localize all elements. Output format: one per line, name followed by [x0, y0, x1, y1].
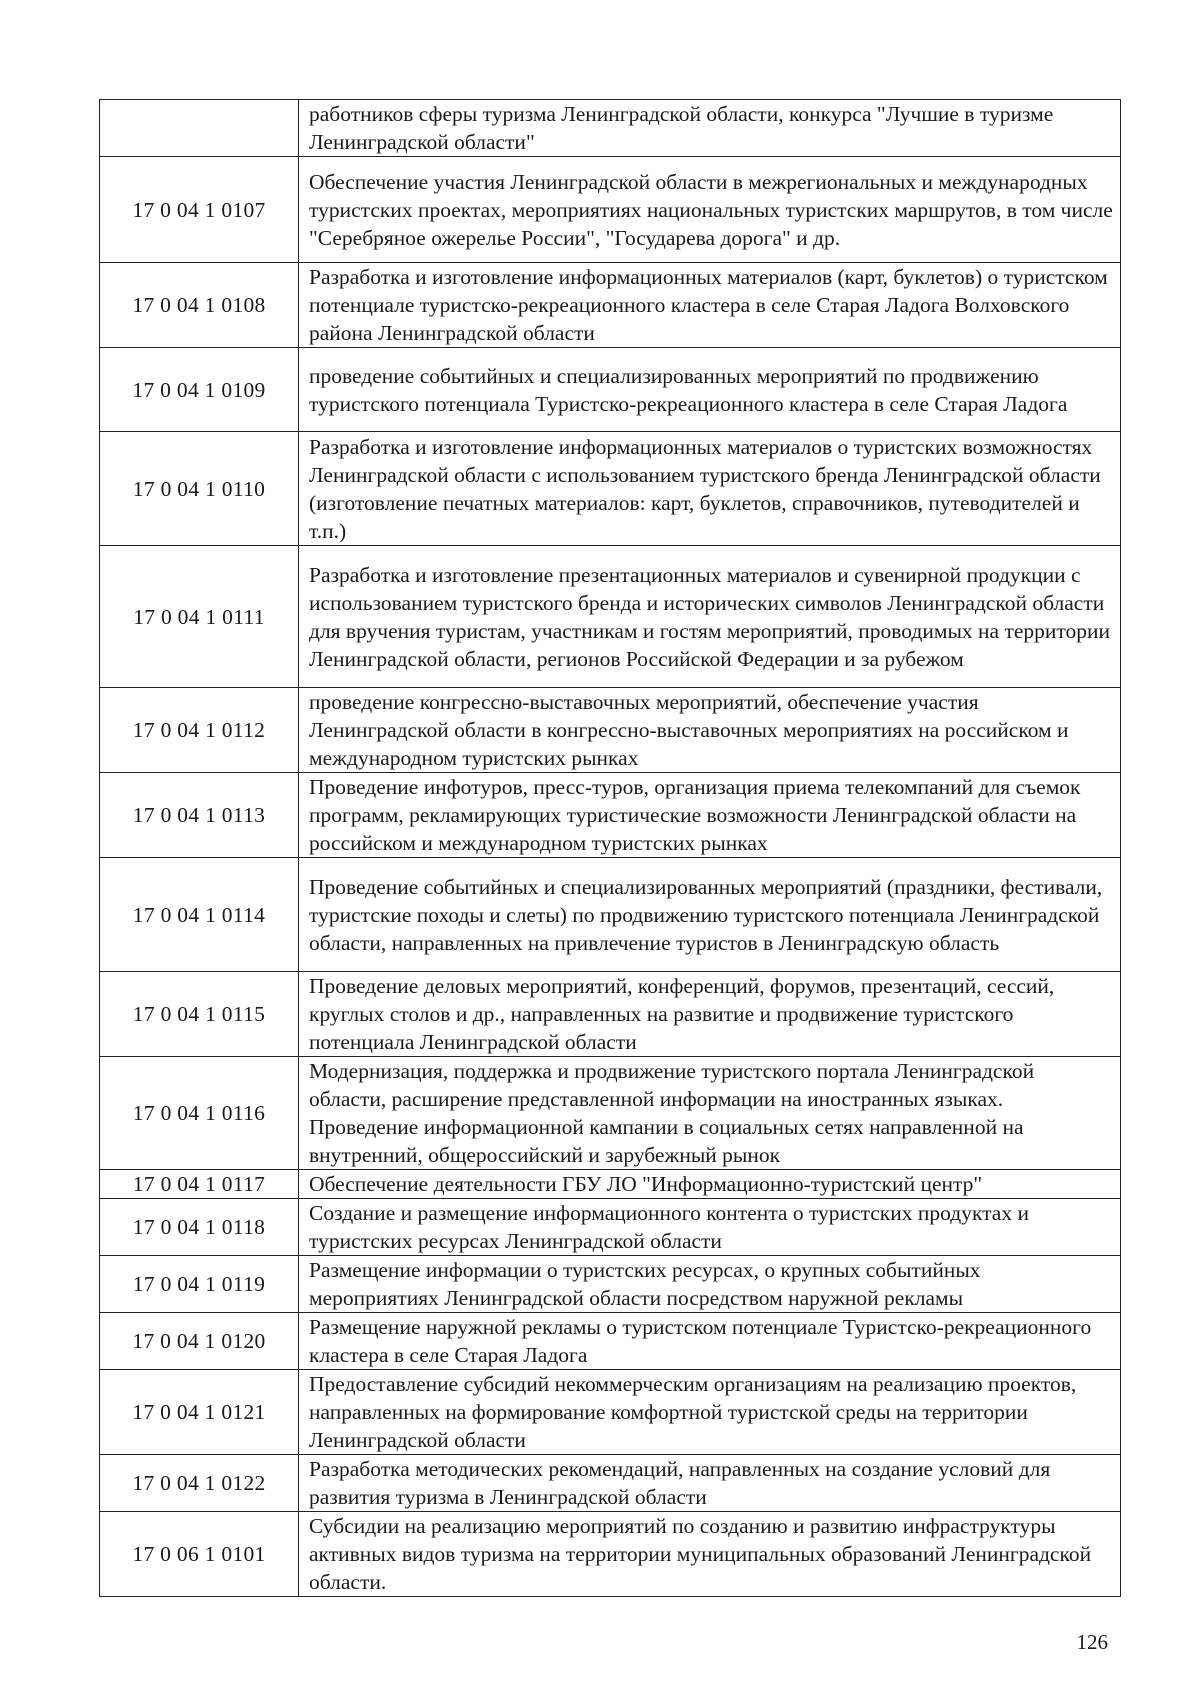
table-row: [100, 1455, 1121, 1512]
expense-description: Проведение событийных и специализированных мероприятий (праздники, фестивали, туристские походы и слеты) по продвижению туристского потенциала Ленинградской области, направленных на привлечение туристов в Ленинградскую область: [299, 858, 1121, 972]
budget-code: 17 0 04 1 0109: [100, 348, 299, 432]
table-row: [100, 773, 1121, 858]
expense-description: проведение событийных и специализированных мероприятий по продвижению туристского потенциала Туристско-рекреационного кластера в селе Старая Ладога: [299, 348, 1121, 432]
table-row: [100, 972, 1121, 1057]
expense-description: Модернизация, поддержка и продвижение туристского портала Ленинградской области, расширение представленной информации на иностранных языках. Проведение информационной кампании в социальных сетях направленной на внутренний, общероссийский и зарубежный рынок: [299, 1057, 1121, 1170]
budget-code: [100, 100, 299, 157]
budget-code: 17 0 04 1 0115: [100, 972, 299, 1057]
table-row: [100, 348, 1121, 432]
table-row: [100, 546, 1121, 688]
expense-description: Обеспечение участия Ленинградской области в межрегиональных и международных туристских проектах, мероприятиях национальных туристских маршрутов, в том числе "Серебряное ожерелье России", "Государева дорога" и др.: [299, 157, 1121, 263]
table-row: [100, 858, 1121, 972]
table-row: [100, 1170, 1121, 1199]
table-row: [100, 1370, 1121, 1455]
expense-description: Предоставление субсидий некоммерческим организациям на реализацию проектов, направленных на формирование комфортной туристской среды на территории Ленинградской области: [299, 1370, 1121, 1455]
expense-description: Обеспечение деятельности ГБУ ЛО "Информационно-туристский центр": [299, 1170, 1121, 1199]
table-row: [100, 100, 1121, 157]
table-row: [100, 157, 1121, 263]
expense-description: Размещение наружной рекламы о туристском потенциале Туристско-рекреационного кластера в селе Старая Ладога: [299, 1313, 1121, 1370]
expense-description: Разработка и изготовление презентационных материалов и сувенирной продукции с использованием туристского бренда и исторических символов Ленинградской области для вручения туристам, участникам и гостям мероприятий, проводимых на территории Ленинградской области, регионов Российской Федерации и за рубежом: [299, 546, 1121, 688]
table-row: [100, 688, 1121, 773]
budget-code: 17 0 04 1 0120: [100, 1313, 299, 1370]
budget-code: 17 0 04 1 0122: [100, 1455, 299, 1512]
budget-code: 17 0 04 1 0108: [100, 263, 299, 348]
expense-description: Проведение деловых мероприятий, конференций, форумов, презентаций, сессий, круглых столов и др., направленных на развитие и продвижение туристского потенциала Ленинградской области: [299, 972, 1121, 1057]
budget-code: 17 0 04 1 0117: [100, 1170, 299, 1199]
table-row: [100, 263, 1121, 348]
expense-description: Размещение информации о туристских ресурсах, о крупных событийных мероприятиях Ленинградской области посредством наружной рекламы: [299, 1256, 1121, 1313]
budget-code: 17 0 04 1 0112: [100, 688, 299, 773]
budget-code: 17 0 04 1 0121: [100, 1370, 299, 1455]
budget-code: 17 0 04 1 0118: [100, 1199, 299, 1256]
expense-description: Создание и размещение информационного контента о туристских продуктах и туристских ресурсах Ленинградской области: [299, 1199, 1121, 1256]
table-row: [100, 1199, 1121, 1256]
budget-code: 17 0 04 1 0119: [100, 1256, 299, 1313]
table-row: [100, 1256, 1121, 1313]
table-row: [100, 1057, 1121, 1170]
budget-code: 17 0 04 1 0107: [100, 157, 299, 263]
table-row: [100, 1512, 1121, 1597]
budget-code: 17 0 04 1 0116: [100, 1057, 299, 1170]
budget-code: 17 0 04 1 0114: [100, 858, 299, 972]
budget-code: 17 0 06 1 0101: [100, 1512, 299, 1597]
expense-description: Разработка методических рекомендаций, направленных на создание условий для развития туризма в Ленинградской области: [299, 1455, 1121, 1512]
budget-code: 17 0 04 1 0111: [100, 546, 299, 688]
table-row: [100, 432, 1121, 546]
expense-description: Субсидии на реализацию мероприятий по созданию и развитию инфраструктуры активных видов туризма на территории муниципальных образований Ленинградской области.: [299, 1512, 1121, 1597]
expense-description: Разработка и изготовление информационных материалов (карт, буклетов) о туристском потенциале туристско-рекреационного кластера в селе Старая Ладога Волховского района Ленинградской области: [299, 263, 1121, 348]
expense-description: проведение конгрессно-выставочных мероприятий, обеспечение участия Ленинградской области в конгрессно-выставочных мероприятиях на российском и международном туристских рынках: [299, 688, 1121, 773]
expense-description: Проведение инфотуров, пресс-туров, организация приема телекомпаний для съемок программ, рекламирующих туристические возможности Ленинградской области на российском и международном туристских рынках: [299, 773, 1121, 858]
table-row: [100, 1313, 1121, 1370]
budget-codes-table: [99, 99, 1121, 1597]
budget-code: 17 0 04 1 0113: [100, 773, 299, 858]
budget-code: 17 0 04 1 0110: [100, 432, 299, 546]
expense-description: Разработка и изготовление информационных материалов о туристских возможностях Ленинградской области с использованием туристского бренда Ленинградской области (изготовление печатных материалов: карт, буклетов, справочников, путеводителей и т.п.): [299, 432, 1121, 546]
page-number: 126: [1076, 1630, 1108, 1654]
expense-description: работников сферы туризма Ленинградской области, конкурса "Лучшие в туризме Ленинградской области": [299, 100, 1121, 157]
